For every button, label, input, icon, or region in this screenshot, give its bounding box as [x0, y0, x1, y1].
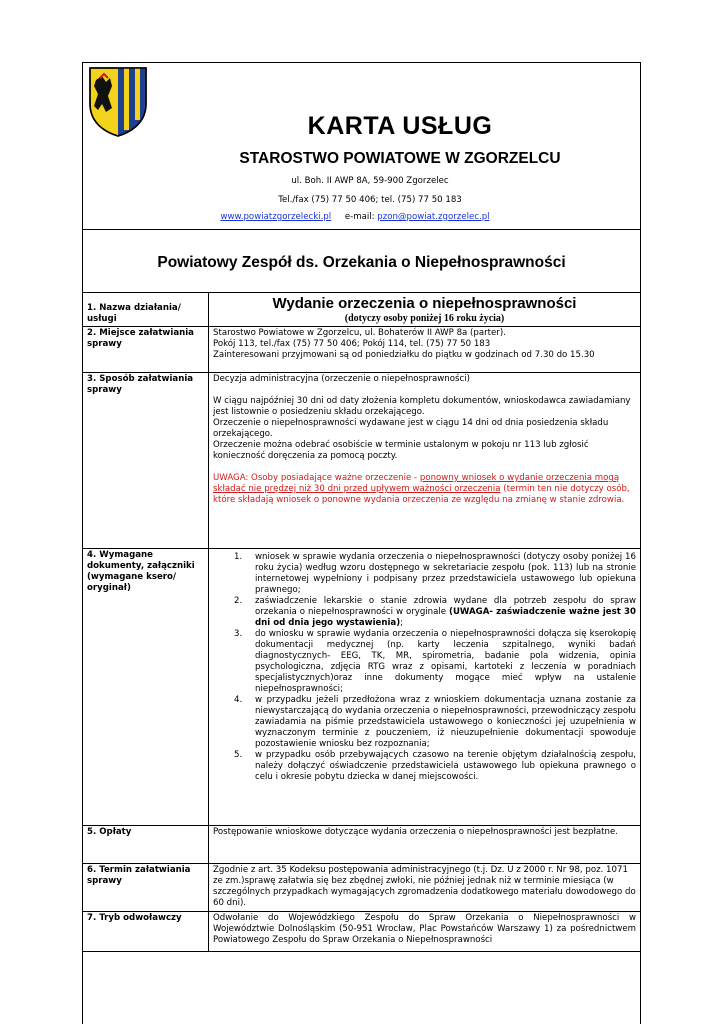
method-intro: Decyzja administracyjna (orzeczenie o niepełnosprawności) — [213, 374, 470, 384]
documents-list — [213, 552, 636, 783]
method-warning: UWAGA: Osoby posiadające ważne orzeczenie - ponowny wniosek o wydanie orzeczenia mogą składać nie prędzej niż 30 dni przed upływem ważności orzeczenia (termin ten nie dotyczy osób, które składają wniosek o ponowne wydania orzeczenia ze względu na zmianę w stanie zdrowia. — [213, 473, 630, 505]
table-row — [83, 327, 641, 373]
row-value-name — [209, 293, 641, 327]
service-title: Wydanie orzeczenia o niepełnosprawności — [272, 295, 577, 312]
row-label-fees: 5. Opłaty — [83, 826, 209, 864]
place-line: Starostwo Powiatowe w Zgorzelcu, ul. Bohaterów II AWP 8a (parter). — [213, 328, 506, 338]
row-value-method — [209, 373, 641, 549]
header-divider — [82, 229, 641, 230]
row-label-documents: 4. Wymagane dokumenty, załączniki (wymagane ksero/ oryginał) — [83, 549, 209, 826]
office-phones: Tel./fax (75) 77 50 406; tel. (75) 77 50 183 — [278, 195, 462, 205]
coat-of-arms-logo — [88, 66, 148, 138]
place-line: Zainteresowani przyjmowani są od poniedziałku do piątku w godzinach od 7.30 do 15.30 — [213, 350, 595, 360]
list-item: 2. zaświadczenie lekarskie o stanie zdrowia wydane dla potrzeb zespołu do spraw orzekania o niepełnosprawności w oryginale (UWAGA- zaświadczenie ważne jest 30 dni od dnia jego wystawienia); — [234, 596, 636, 628]
card-title: KARTA USŁUG — [307, 112, 493, 140]
row-value-deadline: Zgodnie z art. 35 Kodeksu postępowania administracyjnego (t.j. Dz. U z 2000 r. Nr 98, poz. 1071 ze zm.)sprawę załatwia się bez zbędnej zwłoki, nie później jednak niż w terminie miesiąca (w szczególnych przypadkach wymagających zgromadzenia dodatkowego materiału dowodowego do 60 dni). — [209, 864, 641, 912]
office-address: ul. Boh. II AWP 8A, 59-900 Zgorzelec — [291, 176, 449, 186]
row-label-deadline: 6. Termin załatwiania sprawy — [83, 864, 209, 912]
row-value-appeal: Odwołanie do Wojewódzkiego Zespołu do Spraw Orzekania o Niepełnosprawności w Województwie Dolnośląskim (50-951 Wrocław, Plac Powstańców Warszawy 1) za pośrednictwem Powiatowego Zespołu do Spraw Orzekania o Niepełnosprawności — [209, 912, 641, 952]
row-value-fees: Postępowanie wnioskowe dotyczące wydania orzeczenia o niepełnosprawności jest bezpłatne. — [209, 826, 641, 864]
email-link[interactable]: pzon@powiat.zgorzelec.pl — [377, 212, 490, 222]
unit-title: Powiatowy Zespół ds. Orzekania o Niepełnosprawności — [157, 254, 566, 271]
service-subtitle: (dotyczy osoby poniżej 16 roku życia) — [344, 313, 505, 324]
table-row — [83, 912, 641, 952]
table-row — [83, 826, 641, 864]
service-table — [82, 292, 641, 952]
method-paragraph: Orzeczenie o niepełnosprawności wydawane jest w ciągu 14 dni od dnia posiedzenia składu orzekającego. — [213, 418, 609, 439]
email-label: e-mail: — [344, 212, 375, 222]
list-item: 1. wniosek w sprawie wydania orzeczenia o niepełnosprawności (dotyczy osoby poniżej 16 roku życia) według wzoru dostępnego w sekretariacie zespołu (pok. 113) lub na stronie internetowej wypełniony i podpisany przez przedstawiciela ustawowego lub opiekuna prawnego; — [234, 552, 636, 595]
table-row — [83, 864, 641, 912]
table-row — [83, 293, 641, 327]
method-paragraph: W ciągu najpóźniej 30 dni od daty złożenia kompletu dokumentów, wnioskodawca zawiadamiany jest listownie o posiedzeniu składu orzekającego. — [213, 396, 631, 417]
list-item: 3. do wniosku w sprawie wydania orzeczenia o niepełnosprawności dołącza się kserokopię dokumentacji medycznej (np. karty leczenia szpitalnego, wyniki badań diagnostycznych- EEG, TK, MR, spirometria, badanie pola widzenia, opinia psychologiczna, zdjęcia RTG wraz z opisami, kartoteki z leczenia w poradniach specjalistycznych)oraz inne dokumenty mogące mieć wpływ na ustalenie niepełnosprawności; — [234, 629, 636, 694]
place-line: Pokój 113, tel./fax (75) 77 50 406; Pokój 114, tel. (75) 77 50 183 — [213, 339, 491, 349]
table-row — [83, 373, 641, 549]
method-paragraph: Orzeczenie można odebrać osobiście w terminie ustalonym w pokoju nr 113 lub zgłosić konieczność doręczenia za pomocą poczty. — [213, 440, 589, 461]
row-label-method: 3. Sposób załatwiania sprawy — [83, 373, 209, 549]
row-value-documents — [209, 549, 641, 826]
office-name: STAROSTWO POWIATOWE W ZGORZELCU — [239, 150, 561, 167]
list-item: 4. w przypadku jeżeli przedłożona wraz z wnioskiem dokumentacja uznana zostanie za niewystarczającą do wydania orzeczenia o niepełnosprawności, przewodniczący zespołu zawiadamia na piśmie przedstawiciela ustawowego o konieczności jej uzupełnienia w wyznaczonym terminie z pouczeniem, iż nieuzupełnienie dokumentacji spowoduje pozostawienie wniosku bez rozpoznania; — [234, 695, 636, 749]
row-label-appeal: 7. Tryb odwoławczy — [83, 912, 209, 952]
contact-line — [180, 212, 530, 222]
list-item: 5. w przypadku osób przebywających czasowo na terenie objętym działalnością zespołu, należy dołączyć oświadczenie przedstawiciela ustawowego lub opiekuna prawnego o celu i okresie pobytu dziecka w danej miejscowości. — [234, 750, 636, 782]
row-value-place — [209, 327, 641, 373]
row-label-name: 1. Nazwa działania/ usługi — [83, 293, 209, 327]
website-link[interactable]: www.powiatzgorzelecki.pl — [220, 212, 332, 222]
row-label-place: 2. Miejsce załatwiania sprawy — [83, 327, 209, 373]
table-row — [83, 549, 641, 826]
